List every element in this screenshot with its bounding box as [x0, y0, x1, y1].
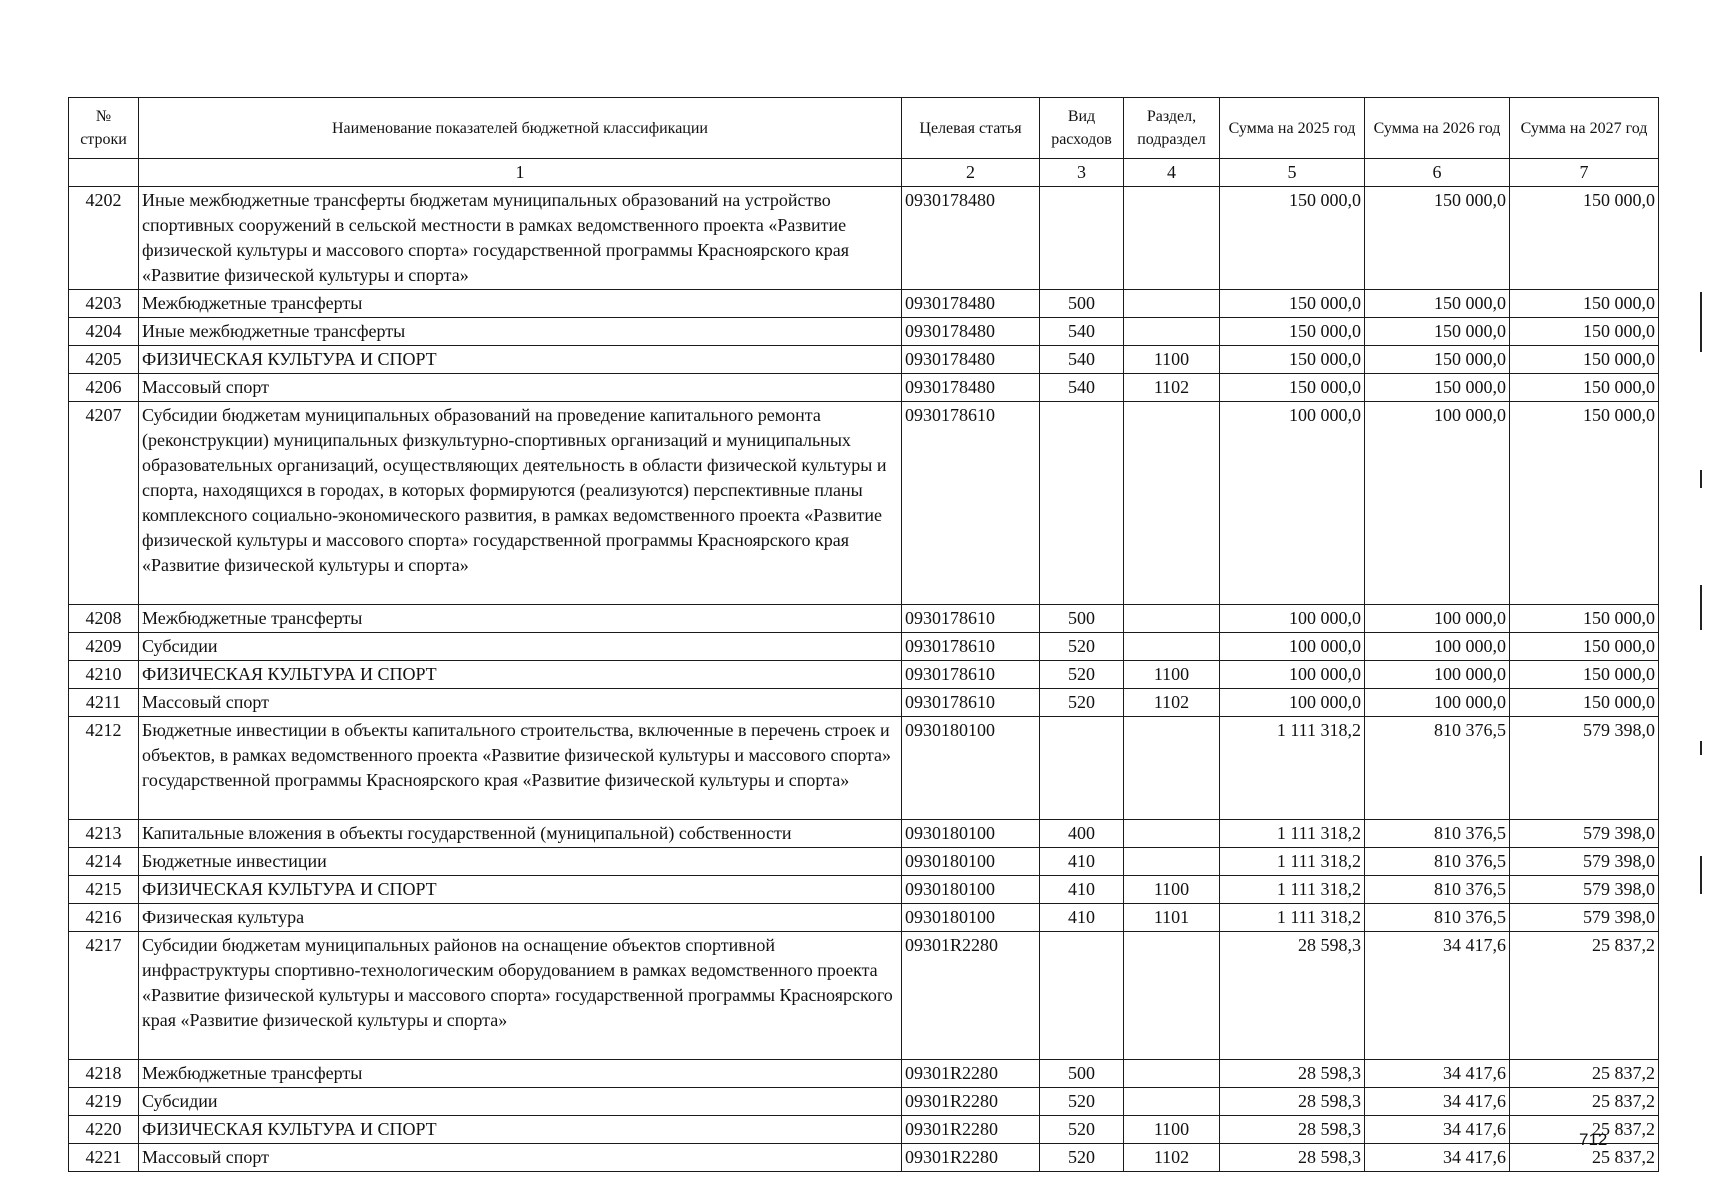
row-sum-2027: 579 398,0 [1510, 848, 1659, 876]
row-sum-2026: 34 417,6 [1365, 1060, 1510, 1088]
row-section [1124, 820, 1220, 848]
row-target: 09301R2280 [902, 1116, 1040, 1144]
row-sum-2026: 34 417,6 [1365, 932, 1510, 1060]
column-number: 3 [1040, 159, 1124, 187]
row-sum-2025: 100 000,0 [1220, 689, 1365, 717]
scan-edge-mark [1700, 585, 1702, 630]
scan-edge-mark [1700, 741, 1702, 755]
row-section [1124, 318, 1220, 346]
row-number: 4220 [69, 1116, 139, 1144]
row-sum-2026: 810 376,5 [1365, 717, 1510, 820]
row-sum-2025: 100 000,0 [1220, 633, 1365, 661]
row-sum-2026: 100 000,0 [1365, 605, 1510, 633]
table-row [69, 1116, 1659, 1144]
header-sum-2026: Сумма на 2026 год [1365, 98, 1510, 159]
row-expense-type: 520 [1040, 1088, 1124, 1116]
row-sum-2027: 579 398,0 [1510, 820, 1659, 848]
row-sum-2027: 25 837,2 [1510, 1144, 1659, 1172]
row-number: 4215 [69, 876, 139, 904]
row-expense-type: 500 [1040, 1060, 1124, 1088]
table-row [69, 402, 1659, 605]
row-name: Бюджетные инвестиции [139, 848, 902, 876]
row-target: 09301R2280 [902, 1144, 1040, 1172]
header-expense-type: Вид расходов [1040, 98, 1124, 159]
row-number: 4209 [69, 633, 139, 661]
row-expense-type: 500 [1040, 605, 1124, 633]
row-sum-2025: 1 111 318,2 [1220, 717, 1365, 820]
row-sum-2027: 150 000,0 [1510, 605, 1659, 633]
row-sum-2025: 28 598,3 [1220, 1116, 1365, 1144]
row-target: 0930180100 [902, 848, 1040, 876]
row-sum-2025: 1 111 318,2 [1220, 820, 1365, 848]
row-number: 4203 [69, 290, 139, 318]
row-section [1124, 1088, 1220, 1116]
row-sum-2025: 150 000,0 [1220, 346, 1365, 374]
row-name: Межбюджетные трансферты [139, 290, 902, 318]
row-target: 0930178480 [902, 346, 1040, 374]
row-section: 1102 [1124, 689, 1220, 717]
row-sum-2026: 150 000,0 [1365, 346, 1510, 374]
row-sum-2025: 28 598,3 [1220, 1088, 1365, 1116]
row-sum-2025: 28 598,3 [1220, 1144, 1365, 1172]
row-name: Иные межбюджетные трансферты [139, 318, 902, 346]
row-number: 4219 [69, 1088, 139, 1116]
row-target: 0930178610 [902, 402, 1040, 605]
row-sum-2026: 34 417,6 [1365, 1116, 1510, 1144]
row-number: 4214 [69, 848, 139, 876]
table-row [69, 661, 1659, 689]
row-sum-2025: 1 111 318,2 [1220, 904, 1365, 932]
row-name: Массовый спорт [139, 374, 902, 402]
row-target: 0930178610 [902, 661, 1040, 689]
row-sum-2026: 34 417,6 [1365, 1088, 1510, 1116]
row-sum-2027: 25 837,2 [1510, 1116, 1659, 1144]
row-sum-2025: 150 000,0 [1220, 290, 1365, 318]
column-number: 2 [902, 159, 1040, 187]
header-section: Раздел, подраздел [1124, 98, 1220, 159]
row-sum-2026: 810 376,5 [1365, 904, 1510, 932]
row-expense-type: 540 [1040, 346, 1124, 374]
row-expense-type: 410 [1040, 848, 1124, 876]
row-expense-type: 520 [1040, 633, 1124, 661]
column-number: 1 [139, 159, 902, 187]
row-sum-2025: 100 000,0 [1220, 402, 1365, 605]
row-sum-2025: 100 000,0 [1220, 661, 1365, 689]
row-section [1124, 187, 1220, 290]
row-expense-type: 540 [1040, 318, 1124, 346]
table-row [69, 318, 1659, 346]
row-expense-type [1040, 187, 1124, 290]
table-row [69, 1060, 1659, 1088]
row-target: 0930178480 [902, 187, 1040, 290]
row-sum-2025: 1 111 318,2 [1220, 848, 1365, 876]
row-name: Субсидии бюджетам муниципальных районов на оснащение объектов спортивной инфраструктуры спортивно-технологическим оборудованием в рамках ведомственного проекта «Развитие физической культуры и массового спорта» государственной программы Красноярского края «Развитие физической культуры и спорта» [139, 932, 902, 1060]
column-number: 7 [1510, 159, 1659, 187]
row-name: Межбюджетные трансферты [139, 605, 902, 633]
row-sum-2026: 100 000,0 [1365, 689, 1510, 717]
row-sum-2027: 25 837,2 [1510, 1088, 1659, 1116]
row-sum-2027: 150 000,0 [1510, 689, 1659, 717]
table-row [69, 1144, 1659, 1172]
row-expense-type: 400 [1040, 820, 1124, 848]
row-sum-2026: 150 000,0 [1365, 318, 1510, 346]
row-sum-2026: 100 000,0 [1365, 633, 1510, 661]
row-sum-2025: 100 000,0 [1220, 605, 1365, 633]
row-sum-2025: 1 111 318,2 [1220, 876, 1365, 904]
header-name: Наименование показателей бюджетной классификации [139, 98, 902, 159]
row-target: 0930180100 [902, 876, 1040, 904]
row-section: 1100 [1124, 1116, 1220, 1144]
table-row [69, 848, 1659, 876]
table-row [69, 633, 1659, 661]
table-row [69, 876, 1659, 904]
row-section: 1100 [1124, 876, 1220, 904]
row-section [1124, 1060, 1220, 1088]
row-name: Массовый спорт [139, 689, 902, 717]
row-number: 4212 [69, 717, 139, 820]
row-target: 09301R2280 [902, 932, 1040, 1060]
row-expense-type [1040, 932, 1124, 1060]
row-sum-2027: 150 000,0 [1510, 402, 1659, 605]
budget-table [68, 97, 1659, 1172]
row-section [1124, 605, 1220, 633]
row-name: Межбюджетные трансферты [139, 1060, 902, 1088]
row-sum-2027: 150 000,0 [1510, 661, 1659, 689]
row-name: ФИЗИЧЕСКАЯ КУЛЬТУРА И СПОРТ [139, 661, 902, 689]
scan-edge-mark [1700, 856, 1702, 894]
header-sum-2027: Сумма на 2027 год [1510, 98, 1659, 159]
header-target: Целевая статья [902, 98, 1040, 159]
table-row [69, 932, 1659, 1060]
row-number: 4207 [69, 402, 139, 605]
table-row [69, 374, 1659, 402]
row-sum-2026: 150 000,0 [1365, 374, 1510, 402]
row-target: 0930180100 [902, 820, 1040, 848]
table-row [69, 820, 1659, 848]
row-number: 4211 [69, 689, 139, 717]
row-section: 1100 [1124, 661, 1220, 689]
row-sum-2025: 150 000,0 [1220, 318, 1365, 346]
row-sum-2027: 25 837,2 [1510, 932, 1659, 1060]
row-sum-2027: 150 000,0 [1510, 374, 1659, 402]
row-sum-2027: 579 398,0 [1510, 876, 1659, 904]
row-target: 0930178480 [902, 318, 1040, 346]
table-row [69, 904, 1659, 932]
row-expense-type: 520 [1040, 689, 1124, 717]
row-number: 4204 [69, 318, 139, 346]
row-name: ФИЗИЧЕСКАЯ КУЛЬТУРА И СПОРТ [139, 876, 902, 904]
column-number-row [69, 159, 1659, 187]
row-sum-2025: 150 000,0 [1220, 187, 1365, 290]
row-target: 0930180100 [902, 904, 1040, 932]
row-number: 4205 [69, 346, 139, 374]
row-target: 09301R2280 [902, 1088, 1040, 1116]
row-section [1124, 633, 1220, 661]
header-sum-2025: Сумма на 2025 год [1220, 98, 1365, 159]
row-target: 0930180100 [902, 717, 1040, 820]
row-expense-type: 410 [1040, 876, 1124, 904]
row-sum-2027: 150 000,0 [1510, 318, 1659, 346]
table-row [69, 689, 1659, 717]
row-sum-2027: 579 398,0 [1510, 717, 1659, 820]
table-row [69, 187, 1659, 290]
row-expense-type: 520 [1040, 661, 1124, 689]
row-number: 4208 [69, 605, 139, 633]
table-row [69, 605, 1659, 633]
row-expense-type: 410 [1040, 904, 1124, 932]
table-row [69, 717, 1659, 820]
row-sum-2026: 150 000,0 [1365, 290, 1510, 318]
row-sum-2027: 150 000,0 [1510, 346, 1659, 374]
row-section [1124, 290, 1220, 318]
row-expense-type [1040, 717, 1124, 820]
row-number: 4202 [69, 187, 139, 290]
row-section [1124, 932, 1220, 1060]
table-row [69, 346, 1659, 374]
row-sum-2026: 810 376,5 [1365, 876, 1510, 904]
header-row-no: № строки [69, 98, 139, 159]
row-section: 1101 [1124, 904, 1220, 932]
row-target: 0930178480 [902, 374, 1040, 402]
page-number: 712 [1579, 1130, 1608, 1149]
row-name: Физическая культура [139, 904, 902, 932]
table-row [69, 1088, 1659, 1116]
row-sum-2026: 810 376,5 [1365, 820, 1510, 848]
row-expense-type: 520 [1040, 1144, 1124, 1172]
row-name: Бюджетные инвестиции в объекты капитального строительства, включенные в перечень строек и объектов, в рамках ведомственного проекта «Развитие физической культуры и массового спорта» государственной программы Красноярского края «Развитие физической культуры и спорта» [139, 717, 902, 820]
row-sum-2027: 579 398,0 [1510, 904, 1659, 932]
column-number: 4 [1124, 159, 1220, 187]
scan-edge-mark [1700, 292, 1702, 352]
row-sum-2027: 150 000,0 [1510, 187, 1659, 290]
row-name: Массовый спорт [139, 1144, 902, 1172]
row-section: 1102 [1124, 374, 1220, 402]
row-target: 0930178480 [902, 290, 1040, 318]
row-name: ФИЗИЧЕСКАЯ КУЛЬТУРА И СПОРТ [139, 1116, 902, 1144]
row-number: 4210 [69, 661, 139, 689]
row-sum-2027: 25 837,2 [1510, 1060, 1659, 1088]
row-sum-2025: 28 598,3 [1220, 932, 1365, 1060]
row-sum-2025: 150 000,0 [1220, 374, 1365, 402]
row-expense-type [1040, 402, 1124, 605]
row-sum-2026: 100 000,0 [1365, 402, 1510, 605]
row-name: Иные межбюджетные трансферты бюджетам муниципальных образований на устройство спортивных сооружений в сельской местности в рамках ведомственного проекта «Развитие физической культуры и массового спорта» государственной программы Красноярского края «Развитие физической культуры и спорта» [139, 187, 902, 290]
row-number: 4217 [69, 932, 139, 1060]
row-sum-2027: 150 000,0 [1510, 633, 1659, 661]
row-sum-2026: 34 417,6 [1365, 1144, 1510, 1172]
row-number: 4216 [69, 904, 139, 932]
column-number: 5 [1220, 159, 1365, 187]
column-number: 6 [1365, 159, 1510, 187]
row-expense-type: 540 [1040, 374, 1124, 402]
row-section [1124, 848, 1220, 876]
row-section [1124, 402, 1220, 605]
row-sum-2026: 150 000,0 [1365, 187, 1510, 290]
row-section [1124, 717, 1220, 820]
row-number: 4221 [69, 1144, 139, 1172]
row-name: Субсидии [139, 633, 902, 661]
row-sum-2027: 150 000,0 [1510, 290, 1659, 318]
scan-edge-mark [1700, 470, 1702, 488]
row-name: Капитальные вложения в объекты государственной (муниципальной) собственности [139, 820, 902, 848]
row-number: 4206 [69, 374, 139, 402]
row-target: 0930178610 [902, 689, 1040, 717]
row-sum-2026: 810 376,5 [1365, 848, 1510, 876]
row-sum-2026: 100 000,0 [1365, 661, 1510, 689]
row-number: 4213 [69, 820, 139, 848]
row-name: Субсидии [139, 1088, 902, 1116]
row-expense-type: 500 [1040, 290, 1124, 318]
header-row [69, 98, 1659, 159]
table-row [69, 290, 1659, 318]
row-section: 1102 [1124, 1144, 1220, 1172]
row-target: 09301R2280 [902, 1060, 1040, 1088]
row-number: 4218 [69, 1060, 139, 1088]
row-section: 1100 [1124, 346, 1220, 374]
column-number-blank [69, 159, 139, 187]
row-target: 0930178610 [902, 605, 1040, 633]
row-expense-type: 520 [1040, 1116, 1124, 1144]
row-name: Субсидии бюджетам муниципальных образований на проведение капитального ремонта (реконструкции) муниципальных физкультурно-спортивных организаций и муниципальных образовательных организаций, осуществляющих деятельность в области физической культуры и спорта, находящихся в городах, в которых формируются (реализуются) перспективные планы комплексного социально-экономического развития, в рамках ведомственного проекта «Развитие физической культуры и массового спорта» государственной программы Красноярского края «Развитие физической культуры и спорта» [139, 402, 902, 605]
row-sum-2025: 28 598,3 [1220, 1060, 1365, 1088]
row-name: ФИЗИЧЕСКАЯ КУЛЬТУРА И СПОРТ [139, 346, 902, 374]
row-target: 0930178610 [902, 633, 1040, 661]
